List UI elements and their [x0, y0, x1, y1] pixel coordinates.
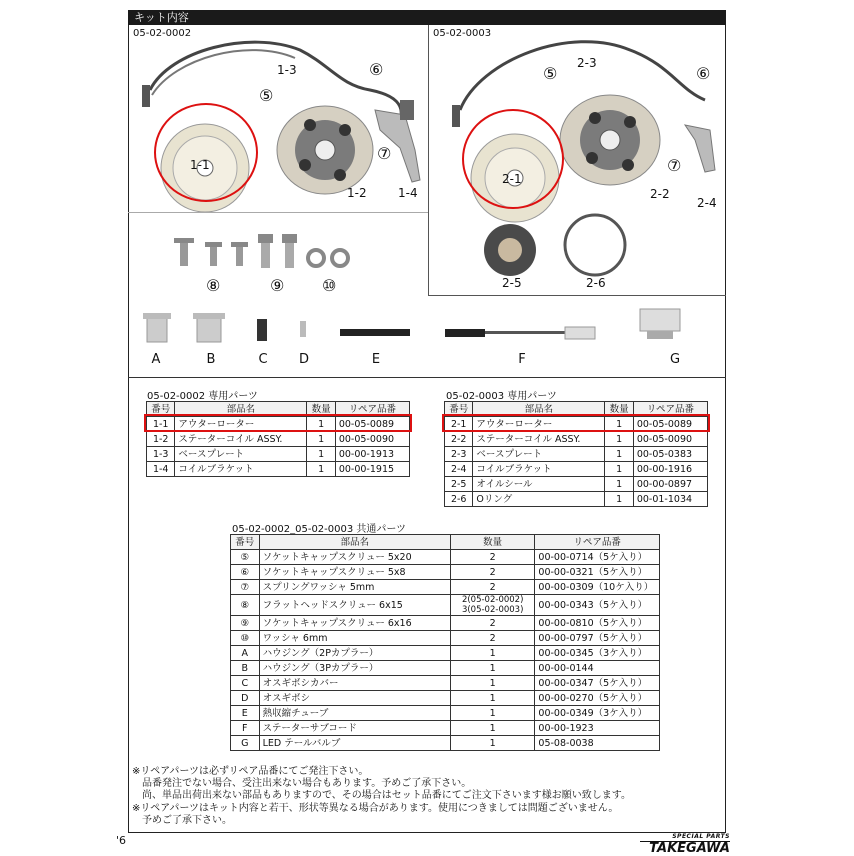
label-9: ⑨: [270, 276, 285, 295]
table-cell: 1: [450, 646, 534, 661]
brand-logo: [640, 833, 730, 855]
table-cell: A: [231, 646, 260, 661]
table-cell: コイルブラケット: [175, 462, 307, 477]
table-cell: 1: [450, 706, 534, 721]
column-header: 部品名: [175, 402, 307, 417]
table-cell: ワッシャ 6mm: [259, 631, 450, 646]
table-cell: アウターローター: [473, 417, 605, 432]
table-row: [231, 691, 660, 706]
table-cell: 2(05-02-0002) 3(05-02-0003): [450, 595, 534, 616]
table-cell: 1: [307, 432, 335, 447]
table-cell: ソケットキャップスクリュー 6x16: [259, 616, 450, 631]
table-cell: 熱収縮チューブ: [259, 706, 450, 721]
note-line: ※リペアパーツは必ずリペア品番にてご発注下さい。: [132, 766, 369, 777]
table-cell: D: [231, 691, 260, 706]
callout-2-3: 2-3: [577, 56, 597, 70]
table-cell: ⑩: [231, 631, 260, 646]
table-cell: 2-1: [445, 417, 473, 432]
table-cell: 1: [450, 721, 534, 736]
table-cell: 00-00-0144: [535, 661, 660, 676]
column-header: 番号: [147, 402, 175, 417]
table-row: [445, 447, 708, 462]
part-letter-c: C: [258, 352, 268, 367]
table-row: [231, 616, 660, 631]
column-header: 番号: [231, 535, 260, 550]
table-cell: Oリング: [473, 492, 605, 507]
note-line: ※リペアパーツはキット内容と若干、形状等異なる場合があります。使用につきましては問題ございません。: [132, 802, 619, 814]
table-row: [445, 462, 708, 477]
table-row: [445, 432, 708, 447]
kit1-bottom-divider: [128, 212, 428, 213]
table-row: [231, 646, 660, 661]
callout-7: ⑦: [667, 156, 682, 175]
table-header-row: [231, 535, 660, 550]
table3-title: 05-02-0002_05-02-0003 共通パーツ: [232, 524, 407, 535]
callout-5: ⑤: [543, 64, 558, 83]
table-row: [231, 580, 660, 595]
table-cell: オスギボシカバー: [259, 676, 450, 691]
table-cell: 00-05-0090: [335, 432, 409, 447]
table-row: [231, 550, 660, 565]
table-row: [147, 447, 410, 462]
table-row: [445, 477, 708, 492]
table-cell: 00-00-0714（5ケ入り）: [535, 550, 660, 565]
table-cell: C: [231, 676, 260, 691]
table-cell: 00-01-1034: [633, 492, 707, 507]
table-cell: 1: [605, 447, 633, 462]
column-header: 部品名: [473, 402, 605, 417]
part-letter-e: E: [371, 352, 381, 367]
table-row: [445, 492, 708, 507]
table1: [146, 401, 410, 477]
table-cell: 00-05-0383: [633, 447, 707, 462]
table-cell: 2-6: [445, 492, 473, 507]
table-row: [231, 721, 660, 736]
table-cell: 00-00-0321（5ケ入り）: [535, 565, 660, 580]
kit-divider-vertical: [428, 25, 429, 295]
table-row: [231, 661, 660, 676]
table-cell: 2: [450, 616, 534, 631]
column-header: 数量: [450, 535, 534, 550]
table-cell: オイルシール: [473, 477, 605, 492]
table-row: [147, 432, 410, 447]
callout-2-4: 2-4: [697, 196, 717, 210]
column-header: 数量: [605, 402, 633, 417]
page-number: '6: [116, 834, 127, 847]
table-cell: E: [231, 706, 260, 721]
table-cell: 2: [450, 565, 534, 580]
table-cell: 1: [605, 477, 633, 492]
table-cell: LED テールバルブ: [259, 736, 450, 751]
callout-2-5: 2-5: [502, 276, 522, 290]
table-cell: スプリングワッシャ 5mm: [259, 580, 450, 595]
table-cell: 00-05-0089: [633, 417, 707, 432]
table-cell: ⑨: [231, 616, 260, 631]
table-row: [231, 565, 660, 580]
kit1-code: 05-02-0002: [133, 28, 192, 39]
table-cell: ステーターコイル ASSY.: [473, 432, 605, 447]
table-cell: ハウジング（3Pカプラー）: [259, 661, 450, 676]
parts-divider: [128, 377, 726, 378]
table2-title: 05-02-0003 専用パーツ: [446, 391, 557, 402]
callout-7: ⑦: [377, 144, 392, 163]
note-line: 品番発注でない場合、受注出来ない場合もあります。予めご了承下さい。: [132, 778, 472, 790]
table-cell: 00-00-0343（5ケ入り）: [535, 595, 660, 616]
table-cell: 1: [605, 492, 633, 507]
table-cell: 00-00-0349（3ケ入り）: [535, 706, 660, 721]
table-cell: オスギボシ: [259, 691, 450, 706]
callout-1-1: 1-1: [190, 158, 210, 172]
part-letter-f: F: [518, 352, 526, 367]
table-cell: 2-2: [445, 432, 473, 447]
table-cell: B: [231, 661, 260, 676]
column-header: 番号: [445, 402, 473, 417]
table-cell: 05-08-0038: [535, 736, 660, 751]
table-cell: 2: [450, 550, 534, 565]
table-cell: 2-4: [445, 462, 473, 477]
label-10: ⑩: [322, 276, 337, 295]
table-cell: ⑥: [231, 565, 260, 580]
table-cell: コイルブラケット: [473, 462, 605, 477]
table-cell: F: [231, 721, 260, 736]
table-row: [231, 676, 660, 691]
callout-1-4: 1-4: [398, 186, 418, 200]
callout-2-2: 2-2: [650, 187, 670, 201]
table-cell: 1: [307, 417, 335, 432]
table-cell: 1: [450, 691, 534, 706]
table-cell: 00-00-0270（5ケ入り）: [535, 691, 660, 706]
column-header: リペア品番: [335, 402, 409, 417]
table-cell: 00-00-1915: [335, 462, 409, 477]
column-header: 部品名: [259, 535, 450, 550]
table-cell: 2: [450, 631, 534, 646]
callout-6: ⑥: [369, 60, 384, 79]
note-line: 予めご了承下さい。: [132, 814, 232, 826]
table-cell: 00-00-0309（10ケ入り）: [535, 580, 660, 595]
column-header: リペア品番: [633, 402, 707, 417]
table-cell: 1: [450, 676, 534, 691]
part-letter-d: D: [298, 352, 309, 367]
label-8: ⑧: [206, 276, 221, 295]
callout-2-1: 2-1: [502, 172, 522, 186]
column-header: リペア品番: [535, 535, 660, 550]
table-cell: 00-00-0897: [633, 477, 707, 492]
table-cell: 00-00-1923: [535, 721, 660, 736]
table-cell: 2-5: [445, 477, 473, 492]
table2-highlight: [442, 414, 710, 432]
table-cell: フラットヘッドスクリュー 6x15: [259, 595, 450, 616]
table-row: [231, 595, 660, 616]
table-cell: ハウジング（2Pカプラー）: [259, 646, 450, 661]
section-header: [128, 10, 726, 25]
table-cell: 1: [450, 736, 534, 751]
table-cell: 1: [450, 661, 534, 676]
table-cell: 1: [605, 462, 633, 477]
table-cell: 00-00-1916: [633, 462, 707, 477]
table-cell: 1-3: [147, 447, 175, 462]
table-cell: 1-4: [147, 462, 175, 477]
table-cell: 00-05-0090: [633, 432, 707, 447]
table-row: [231, 631, 660, 646]
callout-1-3: 1-3: [277, 63, 297, 77]
table-cell: ベースプレート: [175, 447, 307, 462]
table-cell: 00-00-0810（5ケ入り）: [535, 616, 660, 631]
kit-divider-horizontal: [428, 295, 726, 296]
table-cell: 1: [605, 432, 633, 447]
table-row: [147, 462, 410, 477]
table-cell: ベースプレート: [473, 447, 605, 462]
notes: [132, 766, 631, 827]
note-line: 尚、単品出荷出来ない部品もありますので、その場合はセット品番にてご注文下さいます様お願い致します。: [132, 790, 631, 802]
table-cell: G: [231, 736, 260, 751]
callout-1-2: 1-2: [347, 186, 367, 200]
table-cell: 2: [450, 580, 534, 595]
column-header: 数量: [307, 402, 335, 417]
table-cell: 1-1: [147, 417, 175, 432]
kit2-rotor-highlight: [462, 109, 564, 209]
table-cell: 00-00-1913: [335, 447, 409, 462]
table-cell: アウターローター: [175, 417, 307, 432]
kit1-rotor-highlight: [154, 103, 258, 202]
table1-highlight: [144, 414, 412, 432]
part-letter-a: A: [151, 352, 161, 367]
table-cell: ⑧: [231, 595, 260, 616]
table-row: [231, 706, 660, 721]
table-cell: ⑦: [231, 580, 260, 595]
table-cell: ソケットキャップスクリュー 5x20: [259, 550, 450, 565]
table-cell: 1: [605, 417, 633, 432]
table-cell: ⑤: [231, 550, 260, 565]
table-cell: 1-2: [147, 432, 175, 447]
table-cell: ステーターコイル ASSY.: [175, 432, 307, 447]
table-row: [231, 736, 660, 751]
callout-2-6: 2-6: [586, 276, 606, 290]
table-cell: 00-05-0089: [335, 417, 409, 432]
part-letter-b: B: [206, 352, 216, 367]
table-cell: 00-00-0345（3ケ入り）: [535, 646, 660, 661]
hardware-illustration: [170, 232, 360, 272]
table-cell: ソケットキャップスクリュー 5x8: [259, 565, 450, 580]
table-cell: 1: [307, 462, 335, 477]
brand-tagline: SPECIAL PARTS: [672, 833, 730, 840]
callout-6: ⑥: [696, 64, 711, 83]
table-cell: 2-3: [445, 447, 473, 462]
callout-5: ⑤: [259, 86, 274, 105]
brand-name: TAKEGAWA: [640, 841, 730, 855]
table-cell: 1: [307, 447, 335, 462]
parts-a-g-illustration: [135, 305, 720, 350]
table-cell: ステーターサブコード: [259, 721, 450, 736]
table-cell: 00-00-0347（5ケ入り）: [535, 676, 660, 691]
kit2-code: 05-02-0003: [433, 28, 492, 39]
section-title: キット内容: [134, 11, 189, 24]
table1-title: 05-02-0002 専用パーツ: [147, 391, 258, 402]
table3: [230, 534, 660, 751]
part-letter-g: G: [669, 352, 681, 367]
table-cell: 00-00-0797（5ケ入り）: [535, 631, 660, 646]
